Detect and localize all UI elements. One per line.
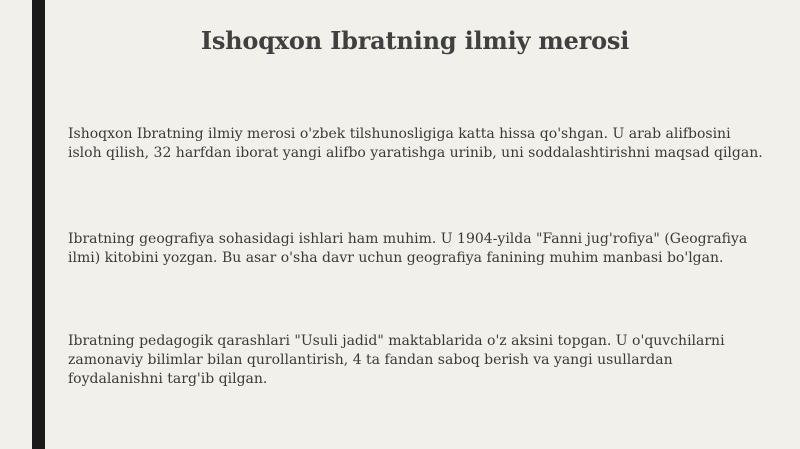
paragraph-linguistics: Ishoqxon Ibratning ilmiy merosi o'zbek tilshunosligiga katta hissa qo'shgan. U arab alifbosini isloh qilish, 32 harfdan iborat yangi alifbo yaratishga urinib, uni soddalashtirishni maqsad qilgan. <box>68 126 763 161</box>
slide-title: Ishoqxon Ibratning ilmiy merosi <box>200 26 630 55</box>
paragraph-pedagogy: Ibratning pedagogik qarashlari "Usuli jadid" maktablarida o'z aksini topgan. U o'quvchilarni zamonaviy bilimlar bilan qurollantirish, 4 ta fandan saboq berish va yangi usullardan foydalanishni targ'ib qilgan. <box>68 333 725 387</box>
paragraph-geography: Ibratning geografiya sohasidagi ishlari ham muhim. U 1904-yilda "Fanni jug'rofiya" (Geografiya ilmi) kitobini yozgan. Bu asar o'sha davr uchun geografiya fanining muhim manbasi bo'lgan. <box>68 231 748 266</box>
left-accent-bar <box>32 0 45 449</box>
